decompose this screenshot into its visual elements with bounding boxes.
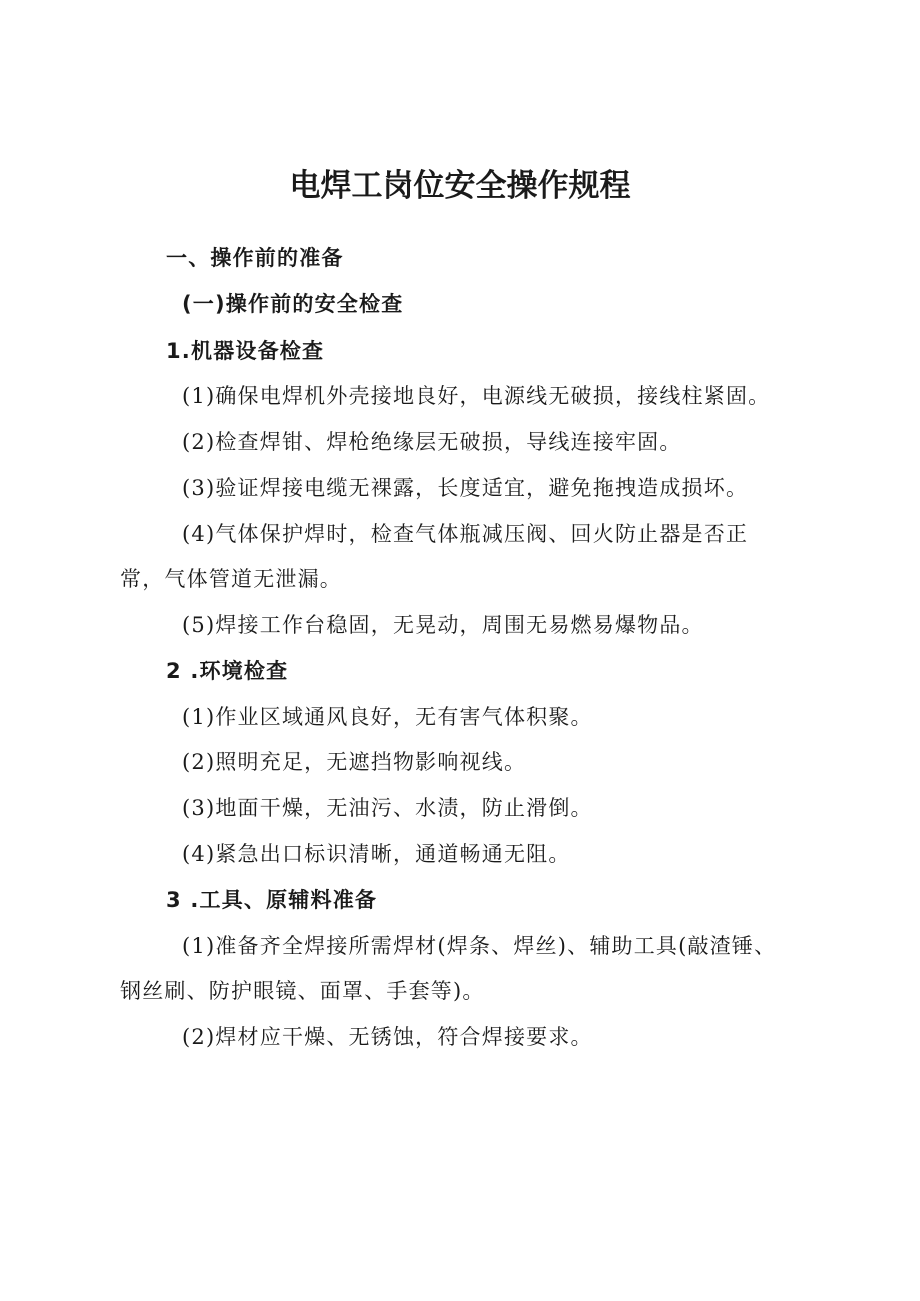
list-item: (4)紧急出口标识清晰，通道畅通无阻。 <box>182 842 571 866</box>
list-item: (4)气体保护焊时，检查气体瓶减压阀、回火防止器是否正 <box>182 522 749 546</box>
list-item: (2)检查焊钳、焊枪绝缘层无破损，导线连接牢固。 <box>182 430 682 454</box>
subsection-heading: (一)操作前的安全检查 <box>182 292 404 316</box>
list-item: (2)焊材应干燥、无锈蚀，符合焊接要求。 <box>182 1025 593 1049</box>
section-heading: 一、操作前的准备 <box>166 246 344 270</box>
list-item: (1)作业区域通风良好，无有害气体积聚。 <box>182 705 593 729</box>
list-item: (1)确保电焊机外壳接地良好，电源线无破损，接线柱紧固。 <box>182 384 771 408</box>
list-item: (3)验证焊接电缆无裸露，长度适宜，避免拖拽造成损坏。 <box>182 476 749 500</box>
list-item-continuation: 钢丝刷、防护眼镜、面罩、手套等)。 <box>120 979 485 1003</box>
document-title: 电焊工岗位安全操作规程 <box>289 168 631 204</box>
list-item: (3)地面干燥，无油污、水渍，防止滑倒。 <box>182 796 593 820</box>
list-item: (2)照明充足，无遮挡物影响视线。 <box>182 750 527 774</box>
part-heading-environment: 2 .环境检查 <box>166 659 289 683</box>
part-heading-tools: 3 .工具、原辅料准备 <box>166 888 378 912</box>
list-item: (5)焊接工作台稳固，无晃动，周围无易燃易爆物品。 <box>182 613 704 637</box>
list-item-continuation: 常，气体管道无泄漏。 <box>120 567 342 591</box>
part-heading-equipment: 1.机器设备检查 <box>166 339 325 363</box>
list-item: (1)准备齐全焊接所需焊材(焊条、焊丝)、辅助工具(敲渣锤、 <box>182 934 777 958</box>
